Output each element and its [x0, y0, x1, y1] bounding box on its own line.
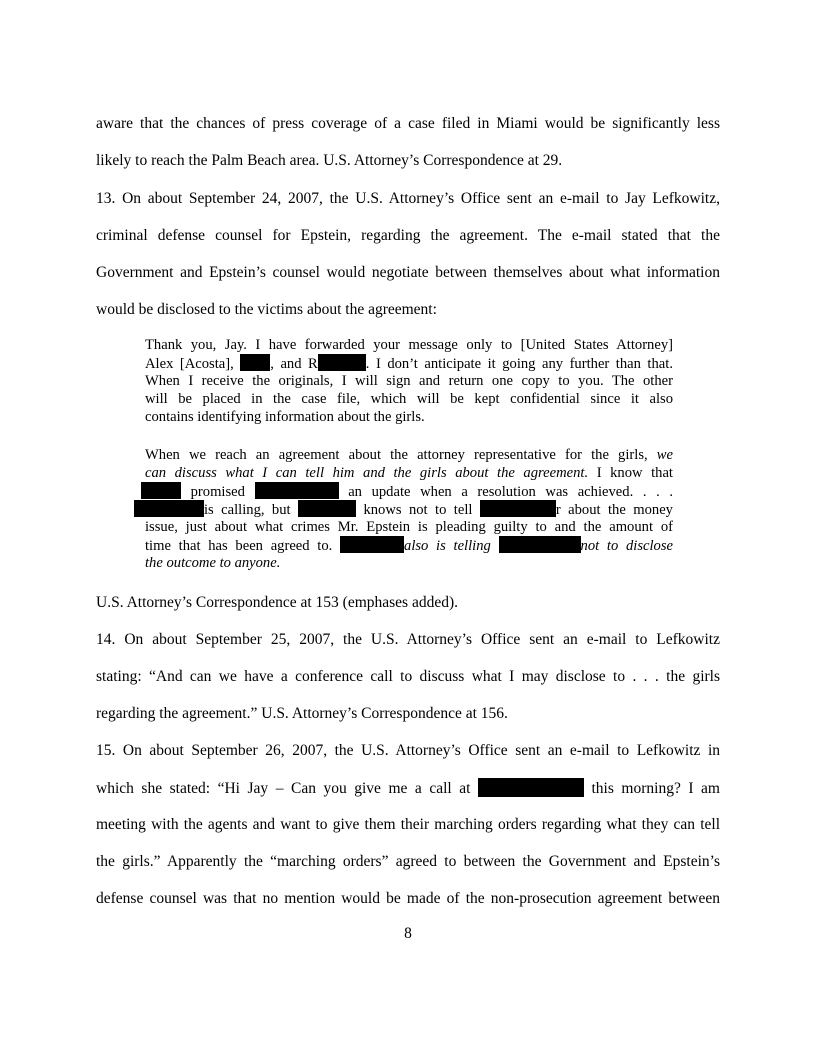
page-number: 8 — [404, 925, 412, 942]
body-text-line: stating: “And can we have a conference call to discuss what I may disclose to . . . the girls — [96, 668, 720, 685]
redaction-bar — [141, 482, 181, 499]
body-text-line: regarding the agreement.” U.S. Attorney’s Correspondence at 156. — [96, 705, 508, 722]
redaction-bar — [340, 536, 404, 553]
quote-line: is calling, but knows not to tell r about the money — [145, 500, 673, 519]
body-text-line: defense counsel was that no mention would be made of the non-prosecution agreement between — [96, 890, 720, 907]
quote-line: issue, just about what crimes Mr. Epstein is pleading guilty to and the amount of — [145, 519, 673, 535]
redaction-bar — [478, 778, 584, 797]
quote-line: will be placed in the case file, which will be kept confidential since it also — [145, 391, 673, 407]
quote-line: time that has been agreed to. also is telling not to disclose — [145, 538, 673, 554]
quote-line: Alex [Acosta], , and R . I don’t anticipate it going any further than that. — [145, 356, 673, 372]
body-text-line: criminal defense counsel for Epstein, regarding the agreement. The e-mail stated that the — [96, 227, 720, 244]
body-text-line: which she stated: “Hi Jay – Can you give me a call at this morning? I am — [96, 780, 720, 797]
redaction-bar — [499, 536, 581, 553]
redaction-bar — [134, 500, 204, 517]
body-text-line: 15. On about September 26, 2007, the U.S. Attorney’s Office sent an e-mail to Lefkowitz in — [96, 742, 720, 759]
body-text-line: would be disclosed to the victims about the agreement: — [96, 301, 437, 318]
body-text-line: Government and Epstein’s counsel would negotiate between themselves about what information — [96, 264, 720, 281]
citation-line: U.S. Attorney’s Correspondence at 153 (emphases added). — [96, 594, 459, 611]
quote-line: can discuss what I can tell him and the girls about the agreement. I know that — [145, 465, 673, 481]
redaction-bar — [255, 482, 339, 499]
body-text-line: 14. On about September 25, 2007, the U.S. Attorney’s Office sent an e-mail to Lefkowitz — [96, 631, 720, 648]
redaction-bar — [480, 500, 556, 517]
redaction-bar — [240, 354, 270, 371]
quote-line: When we reach an agreement about the attorney representative for the girls, we — [145, 447, 673, 463]
body-text-line: the girls.” Apparently the “marching orders” agreed to between the Government and Epstein’s — [96, 853, 720, 870]
quote-line: the outcome to anyone. — [145, 555, 281, 571]
quote-line: Thank you, Jay. I have forwarded your message only to [United States Attorney] — [145, 337, 673, 353]
quote-line: contains identifying information about the girls. — [145, 409, 425, 425]
redaction-bar — [318, 354, 366, 371]
redaction-bar — [298, 500, 356, 517]
body-text-line: meeting with the agents and want to give them their marching orders regarding what they can tell — [96, 816, 720, 833]
body-text-line: likely to reach the Palm Beach area. U.S. Attorney’s Correspondence at 29. — [96, 152, 563, 169]
body-text-line: aware that the chances of press coverage of a case filed in Miami would be significantly less — [96, 115, 720, 132]
quote-line: When I receive the originals, I will sign and return one copy to you. The other — [145, 373, 673, 389]
quote-line: promised an update when a resolution was achieved. . . . — [145, 482, 673, 501]
body-text-line: 13. On about September 24, 2007, the U.S. Attorney’s Office sent an e-mail to Jay Lefkowitz, — [96, 190, 720, 207]
